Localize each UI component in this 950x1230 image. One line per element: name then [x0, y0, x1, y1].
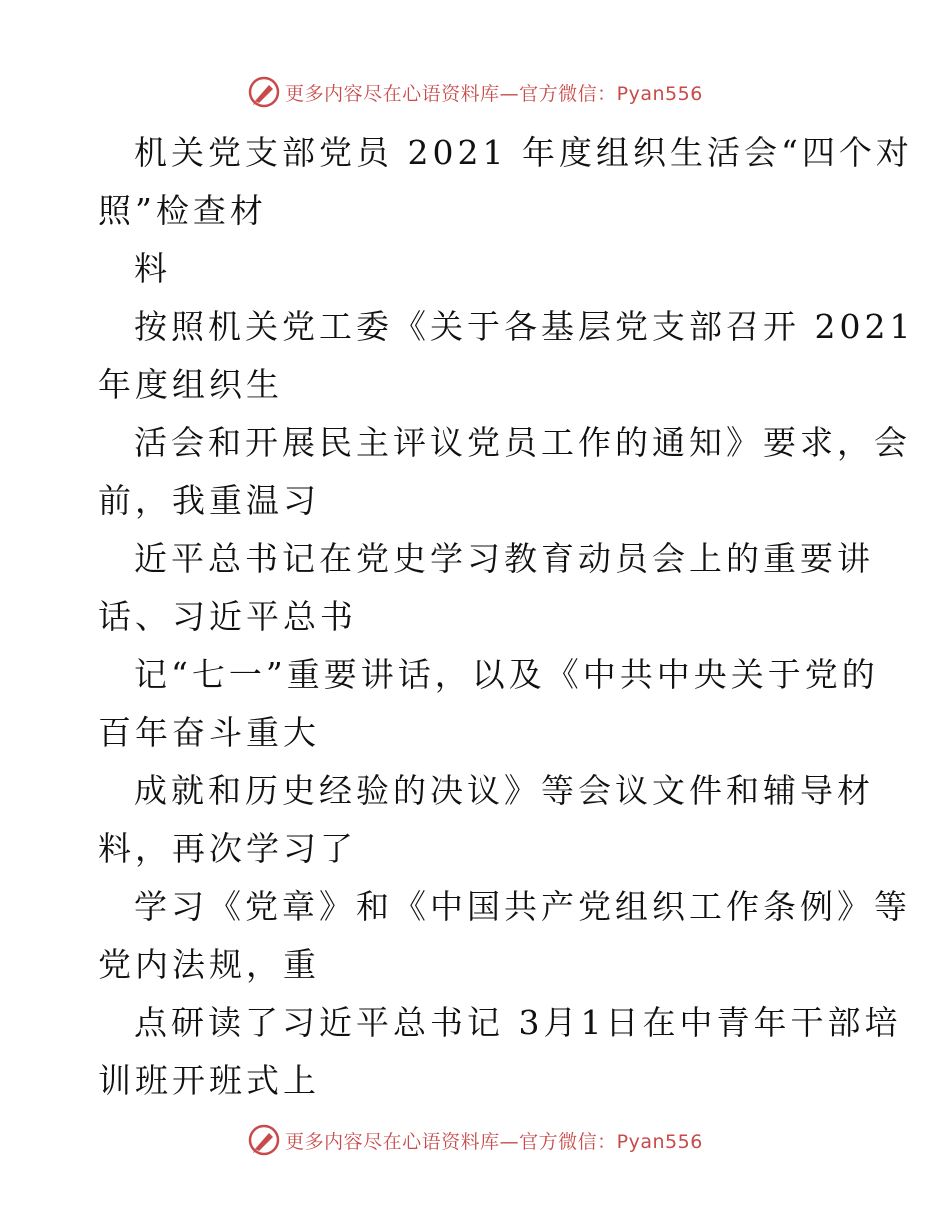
watermark-text: 更多内容尽在心语资料库—官方微信：Pyan556 [285, 82, 703, 105]
text-line: 近平总书记在党史学习教育动员会上的重要讲 [134, 539, 874, 578]
text-line: 百年奋斗重大 [98, 713, 320, 752]
pen-logo-icon [247, 75, 281, 109]
text-line: 党内法规，重 [98, 945, 320, 984]
text-line: 活会和开展民主评议党员工作的通知》要求，会 [134, 423, 911, 462]
pen-logo-icon [247, 1123, 281, 1157]
title-line-3: 料 [134, 249, 171, 288]
text-line: 学习《党章》和《中国共产党组织工作条例》等 [134, 887, 911, 926]
watermark-header [0, 72, 950, 112]
text-line: 记“七一”重要讲话，以及《中共中央关于党的 [134, 655, 879, 694]
watermark-footer [0, 1120, 950, 1160]
text-line: 按照机关党工委《关于各基层党支部召开 2021 [134, 307, 915, 346]
text-line: 年度组织生 [98, 365, 283, 404]
text-line: 训班开班式上 [98, 1061, 320, 1100]
text-line: 话、习近平总书 [98, 597, 357, 636]
text-line: 料，再次学习了 [98, 829, 357, 868]
text-line: 成就和历史经验的决议》等会议文件和辅导材 [134, 771, 874, 810]
title-line-2: 照”检查材 [98, 191, 267, 230]
title-line-1: 机关党支部党员 2021 年度组织生活会“四个对 [134, 133, 913, 172]
document-body [98, 124, 915, 1110]
text-line: 前，我重温习 [98, 481, 320, 520]
text-line: 点研读了习近平总书记 3月1日在中青年干部培 [134, 1003, 902, 1042]
watermark-text: 更多内容尽在心语资料库—官方微信：Pyan556 [285, 1130, 703, 1153]
